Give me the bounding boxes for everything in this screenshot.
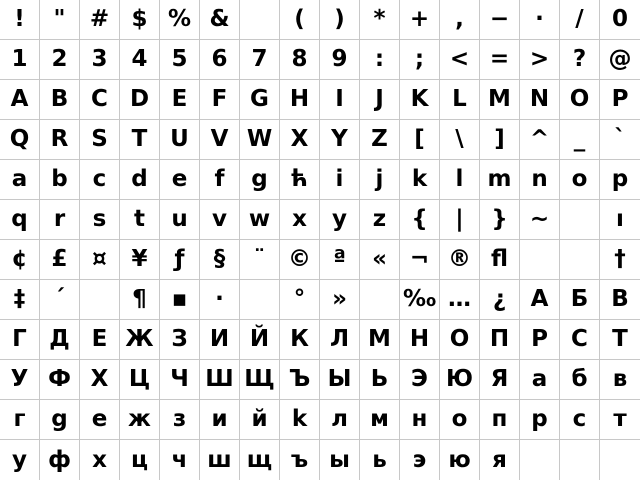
glyph-cell[interactable]: £ — [40, 240, 80, 280]
glyph-cell[interactable]: Ь — [360, 360, 400, 400]
glyph-cell[interactable]: Щ — [240, 360, 280, 400]
glyph-cell[interactable]: ж — [120, 400, 160, 440]
glyph-cell[interactable]: 9 — [320, 40, 360, 80]
glyph-cell[interactable]: | — [440, 200, 480, 240]
glyph-cell[interactable]: x — [280, 200, 320, 240]
glyph-cell[interactable]: § — [200, 240, 240, 280]
glyph-cell[interactable]: j — [360, 160, 400, 200]
glyph-cell[interactable]: Д — [40, 320, 80, 360]
glyph-cell[interactable]: © — [280, 240, 320, 280]
glyph-cell[interactable]: ▪ — [160, 280, 200, 320]
glyph-cell[interactable]: М — [360, 320, 400, 360]
glyph-cell[interactable]: " — [40, 0, 80, 40]
glyph-cell[interactable]: Q — [0, 120, 40, 160]
glyph-cell[interactable]: N — [520, 80, 560, 120]
glyph-cell[interactable]: ¥ — [120, 240, 160, 280]
glyph-cell[interactable]: T — [120, 120, 160, 160]
glyph-cell[interactable]: л — [320, 400, 360, 440]
glyph-cell[interactable]: Ф — [40, 360, 80, 400]
glyph-cell[interactable]: е — [80, 400, 120, 440]
glyph-cell[interactable]: А — [520, 280, 560, 320]
glyph-cell[interactable]: Б — [560, 280, 600, 320]
glyph-cell[interactable]: Ц — [120, 360, 160, 400]
glyph-cell[interactable]: я — [480, 440, 520, 480]
glyph-cell[interactable]: ћ — [280, 160, 320, 200]
glyph-cell[interactable]: z — [360, 200, 400, 240]
glyph-cell[interactable]: Ъ — [280, 360, 320, 400]
glyph-cell[interactable]: 2 — [40, 40, 80, 80]
glyph-cell[interactable]: f — [200, 160, 240, 200]
glyph-cell[interactable] — [240, 280, 280, 320]
glyph-cell[interactable]: … — [440, 280, 480, 320]
glyph-cell[interactable] — [80, 280, 120, 320]
glyph-cell[interactable]: з — [160, 400, 200, 440]
glyph-cell[interactable]: l — [440, 160, 480, 200]
glyph-cell[interactable]: » — [320, 280, 360, 320]
glyph-cell[interactable]: H — [280, 80, 320, 120]
glyph-cell[interactable]: e — [160, 160, 200, 200]
glyph-cell[interactable]: о — [440, 400, 480, 440]
glyph-cell[interactable]: w — [240, 200, 280, 240]
glyph-cell[interactable]: п — [480, 400, 520, 440]
glyph-cell[interactable]: I — [320, 80, 360, 120]
glyph-cell[interactable] — [600, 440, 640, 480]
glyph-cell[interactable]: ¢ — [0, 240, 40, 280]
glyph-cell[interactable]: G — [240, 80, 280, 120]
glyph-cell[interactable]: b — [40, 160, 80, 200]
glyph-cell[interactable]: @ — [600, 40, 640, 80]
glyph-cell[interactable]: ƒ — [160, 240, 200, 280]
glyph-cell[interactable]: fl — [480, 240, 520, 280]
glyph-cell[interactable]: в — [600, 360, 640, 400]
glyph-cell[interactable] — [520, 440, 560, 480]
glyph-cell[interactable]: У — [0, 360, 40, 400]
glyph-cell[interactable]: X — [280, 120, 320, 160]
glyph-cell[interactable]: ª — [320, 240, 360, 280]
glyph-cell[interactable]: ı — [600, 200, 640, 240]
glyph-cell[interactable]: ю — [440, 440, 480, 480]
glyph-cell[interactable]: > — [520, 40, 560, 80]
glyph-cell[interactable]: & — [200, 0, 240, 40]
glyph-cell[interactable]: 7 — [240, 40, 280, 80]
glyph-cell[interactable]: † — [600, 240, 640, 280]
glyph-cell[interactable]: н — [400, 400, 440, 440]
glyph-cell[interactable]: П — [480, 320, 520, 360]
glyph-cell[interactable]: # — [80, 0, 120, 40]
glyph-cell[interactable]: q — [0, 200, 40, 240]
glyph-cell[interactable]: k — [280, 400, 320, 440]
glyph-cell[interactable]: э — [400, 440, 440, 480]
glyph-cell[interactable]: Ж — [120, 320, 160, 360]
glyph-cell[interactable]: n — [520, 160, 560, 200]
glyph-cell[interactable]: * — [360, 0, 400, 40]
glyph-cell[interactable]: ? — [560, 40, 600, 80]
glyph-cell[interactable] — [520, 240, 560, 280]
glyph-cell[interactable]: р — [520, 400, 560, 440]
glyph-cell[interactable]: Ю — [440, 360, 480, 400]
glyph-cell[interactable]: т — [600, 400, 640, 440]
glyph-cell[interactable]: B — [40, 80, 80, 120]
glyph-cell[interactable]: F — [200, 80, 240, 120]
glyph-cell[interactable]: ц — [120, 440, 160, 480]
glyph-cell[interactable]: } — [480, 200, 520, 240]
glyph-cell[interactable]: R — [40, 120, 80, 160]
glyph-cell[interactable]: d — [120, 160, 160, 200]
glyph-cell[interactable]: v — [200, 200, 240, 240]
glyph-cell[interactable]: O — [560, 80, 600, 120]
glyph-cell[interactable]: м — [360, 400, 400, 440]
glyph-cell[interactable]: U — [160, 120, 200, 160]
glyph-cell[interactable]: 8 — [280, 40, 320, 80]
glyph-cell[interactable]: ч — [160, 440, 200, 480]
glyph-cell[interactable]: 6 — [200, 40, 240, 80]
glyph-cell[interactable]: ] — [480, 120, 520, 160]
glyph-cell[interactable]: у — [0, 440, 40, 480]
glyph-cell[interactable] — [240, 0, 280, 40]
glyph-cell[interactable]: E — [160, 80, 200, 120]
glyph-cell[interactable]: ¬ — [400, 240, 440, 280]
glyph-cell[interactable] — [560, 200, 600, 240]
glyph-cell[interactable]: Т — [600, 320, 640, 360]
glyph-cell[interactable] — [360, 280, 400, 320]
glyph-cell[interactable]: t — [120, 200, 160, 240]
glyph-cell[interactable]: _ — [560, 120, 600, 160]
glyph-cell[interactable]: ! — [0, 0, 40, 40]
glyph-cell[interactable] — [560, 440, 600, 480]
glyph-cell[interactable]: ¤ — [80, 240, 120, 280]
glyph-cell[interactable]: В — [600, 280, 640, 320]
glyph-cell[interactable]: m — [480, 160, 520, 200]
glyph-cell[interactable]: < — [440, 40, 480, 80]
glyph-cell[interactable]: i — [320, 160, 360, 200]
glyph-cell[interactable]: Р — [520, 320, 560, 360]
glyph-cell[interactable]: L — [440, 80, 480, 120]
glyph-cell[interactable]: J — [360, 80, 400, 120]
glyph-cell[interactable]: З — [160, 320, 200, 360]
glyph-cell[interactable]: ф — [40, 440, 80, 480]
glyph-cell[interactable]: Н — [400, 320, 440, 360]
glyph-cell[interactable]: C — [80, 80, 120, 120]
glyph-cell[interactable]: ш — [200, 440, 240, 480]
glyph-cell[interactable]: ´ — [40, 280, 80, 320]
glyph-cell[interactable]: Г — [0, 320, 40, 360]
glyph-cell[interactable]: Ы — [320, 360, 360, 400]
glyph-cell[interactable]: − — [480, 0, 520, 40]
glyph-cell[interactable]: , — [440, 0, 480, 40]
glyph-cell[interactable]: 4 — [120, 40, 160, 80]
glyph-cell[interactable]: Ч — [160, 360, 200, 400]
glyph-cell[interactable]: с — [560, 400, 600, 440]
glyph-cell[interactable]: 3 — [80, 40, 120, 80]
glyph-cell[interactable]: { — [400, 200, 440, 240]
glyph-cell[interactable]: Й — [240, 320, 280, 360]
glyph-cell[interactable]: Х — [80, 360, 120, 400]
glyph-cell[interactable]: K — [400, 80, 440, 120]
glyph-cell[interactable]: / — [560, 0, 600, 40]
glyph-cell[interactable]: ы — [320, 440, 360, 480]
glyph-cell[interactable]: И — [200, 320, 240, 360]
glyph-cell[interactable]: % — [160, 0, 200, 40]
glyph-cell[interactable]: ‡ — [0, 280, 40, 320]
glyph-cell[interactable]: \ — [440, 120, 480, 160]
glyph-cell[interactable]: · — [200, 280, 240, 320]
glyph-cell[interactable]: С — [560, 320, 600, 360]
glyph-cell[interactable]: : — [360, 40, 400, 80]
glyph-cell[interactable]: ь — [360, 440, 400, 480]
glyph-cell[interactable]: ) — [320, 0, 360, 40]
glyph-cell[interactable]: P — [600, 80, 640, 120]
glyph-cell[interactable]: ¨ — [240, 240, 280, 280]
glyph-cell[interactable]: Э — [400, 360, 440, 400]
glyph-cell[interactable] — [560, 240, 600, 280]
glyph-cell[interactable]: $ — [120, 0, 160, 40]
glyph-cell[interactable]: = — [480, 40, 520, 80]
glyph-cell[interactable]: o — [560, 160, 600, 200]
glyph-cell[interactable]: О — [440, 320, 480, 360]
glyph-cell[interactable]: щ — [240, 440, 280, 480]
glyph-cell[interactable]: х — [80, 440, 120, 480]
glyph-cell[interactable]: c — [80, 160, 120, 200]
glyph-cell[interactable]: ® — [440, 240, 480, 280]
glyph-cell[interactable]: К — [280, 320, 320, 360]
glyph-cell[interactable]: Ш — [200, 360, 240, 400]
glyph-cell[interactable]: M — [480, 80, 520, 120]
glyph-cell[interactable]: 5 — [160, 40, 200, 80]
glyph-cell[interactable]: s — [80, 200, 120, 240]
glyph-cell[interactable]: и — [200, 400, 240, 440]
glyph-cell[interactable]: б — [560, 360, 600, 400]
glyph-cell[interactable]: ^ — [520, 120, 560, 160]
glyph-cell[interactable]: g — [40, 400, 80, 440]
glyph-cell[interactable]: [ — [400, 120, 440, 160]
glyph-cell[interactable]: ; — [400, 40, 440, 80]
glyph-cell[interactable]: · — [520, 0, 560, 40]
glyph-cell[interactable]: ¶ — [120, 280, 160, 320]
glyph-cell[interactable]: D — [120, 80, 160, 120]
glyph-cell[interactable]: ъ — [280, 440, 320, 480]
glyph-cell[interactable]: ~ — [520, 200, 560, 240]
glyph-cell[interactable]: p — [600, 160, 640, 200]
glyph-cell[interactable]: r — [40, 200, 80, 240]
glyph-cell[interactable]: k — [400, 160, 440, 200]
glyph-cell[interactable]: a — [0, 160, 40, 200]
glyph-cell[interactable]: а — [520, 360, 560, 400]
glyph-cell[interactable]: г — [0, 400, 40, 440]
glyph-cell[interactable]: ¿ — [480, 280, 520, 320]
glyph-cell[interactable]: Я — [480, 360, 520, 400]
glyph-cell[interactable]: + — [400, 0, 440, 40]
glyph-cell[interactable]: A — [0, 80, 40, 120]
glyph-cell[interactable]: ( — [280, 0, 320, 40]
glyph-cell[interactable]: Z — [360, 120, 400, 160]
glyph-cell[interactable]: S — [80, 120, 120, 160]
glyph-cell[interactable]: Y — [320, 120, 360, 160]
glyph-cell[interactable]: 1 — [0, 40, 40, 80]
glyph-cell[interactable]: ° — [280, 280, 320, 320]
glyph-cell[interactable]: W — [240, 120, 280, 160]
glyph-cell[interactable]: « — [360, 240, 400, 280]
glyph-cell[interactable]: u — [160, 200, 200, 240]
glyph-cell[interactable]: й — [240, 400, 280, 440]
glyph-cell[interactable]: ‰ — [400, 280, 440, 320]
glyph-cell[interactable]: Е — [80, 320, 120, 360]
glyph-cell[interactable]: g — [240, 160, 280, 200]
glyph-cell[interactable]: V — [200, 120, 240, 160]
glyph-cell[interactable]: ` — [600, 120, 640, 160]
glyph-cell[interactable]: Л — [320, 320, 360, 360]
glyph-cell[interactable]: y — [320, 200, 360, 240]
glyph-cell[interactable]: 0 — [600, 0, 640, 40]
